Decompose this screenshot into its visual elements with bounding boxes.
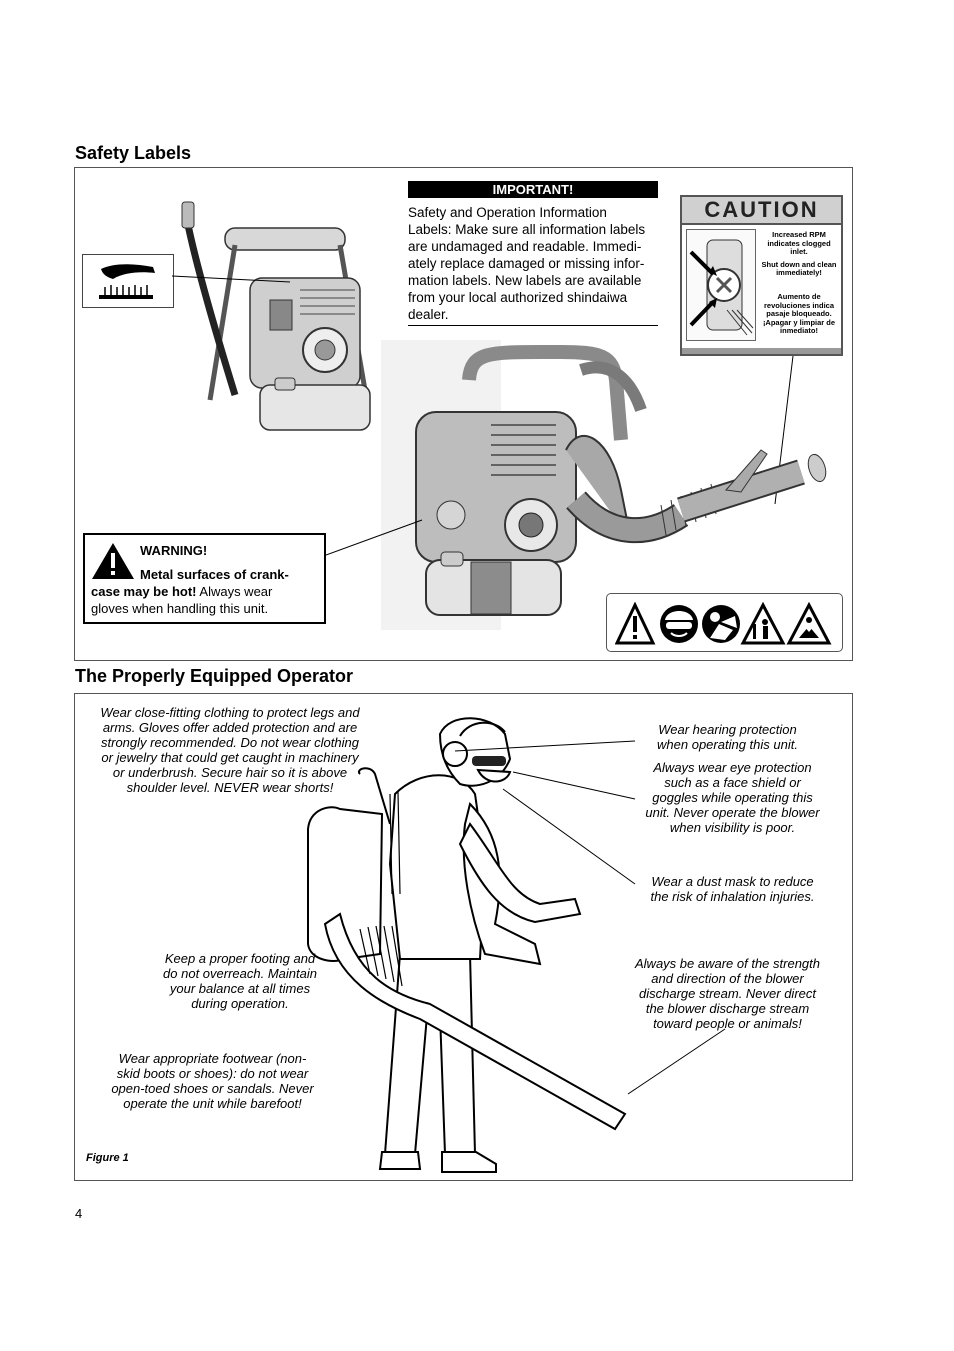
rotating-blade-icon [789, 605, 829, 643]
backpack-blower-small-image [175, 200, 385, 440]
section-heading-equipped-operator: The Properly Equipped Operator [75, 666, 354, 686]
eye-protection-note: Always wear eye protection such as a face shield or goggles while operating this unit. Never operate the blower when visibility is poor. [645, 760, 820, 835]
warning-title: WARNING! [140, 543, 208, 558]
read-manual-icon [702, 605, 740, 643]
alert-triangle-icon [617, 605, 653, 643]
section-heading-safety-labels: Safety Labels [75, 143, 192, 163]
caution-spanish-text: Aumento de revoluciones indica pasaje bloqueado. ¡Apagar y limpiar de inmediato! [762, 292, 836, 335]
clothing-note: Wear close-fitting clothing to protect legs and arms. Gloves offer added protection and are strongly recommended. Do not wear clothing or jewelry that could get caught in machinery or underbrush. Secure hair so it is above shoulder level. NEVER wear shorts! [100, 705, 360, 795]
warning-line1: Metal surfaces of crank- [140, 567, 289, 582]
important-title: IMPORTANT! [408, 181, 658, 198]
caution-english-text: Increased RPM indicates clogged inlet. Shut down and clean immediately! [761, 230, 837, 277]
hearing-note: Wear hearing protection when operating this unit. [657, 722, 798, 752]
safety-pictogram-label [606, 593, 843, 652]
clogged-inlet-icon [687, 230, 755, 340]
important-rule [408, 325, 658, 326]
helmet-goggles-icon [660, 605, 698, 643]
important-text: Safety and Operation Information Labels: Make sure all information labels are undamaged and readable. Immedi- ately replace damaged or missing infor- mation labels. New labels are available from your local authorized shindaiwa dealer. [408, 205, 646, 322]
equipped-operator-panel [74, 693, 853, 1181]
footing-note: Keep a proper footing and do not overreach. Maintain your balance at all times during operation. [163, 951, 317, 1011]
warning-leader-line [326, 498, 426, 558]
caution-title: CAUTION [682, 197, 841, 225]
bystander-distance-icon [743, 605, 783, 643]
page-number: 4 [75, 1206, 83, 1221]
caution-label [680, 195, 843, 356]
warning-triangle-icon [91, 542, 135, 580]
clogged-inlet-illustration [686, 229, 756, 341]
warning-box [83, 533, 326, 624]
hot-surface-label [82, 254, 174, 308]
discharge-stream-note: Always be aware of the strength and direction of the blower discharge stream. Never direct the blower discharge stream toward people or animals! [635, 956, 820, 1031]
footwear-note: Wear appropriate footwear (non- skid boots or shoes): do not wear open-toed shoes or sandals. Never operate the unit while barefoot! [111, 1051, 314, 1111]
hot-surface-icon [83, 255, 171, 305]
figure-caption: Figure 1 [86, 1152, 129, 1164]
hot-label-leader-line [172, 268, 292, 288]
dust-mask-note: Wear a dust mask to reduce the risk of inhalation injuries. [650, 874, 815, 904]
safety-labels-panel [74, 167, 853, 661]
backpack-blower-large-image [381, 340, 841, 630]
warning-line2: case may be hot! Always wear [91, 584, 273, 599]
warning-line3: gloves when handling this unit. [91, 601, 269, 616]
